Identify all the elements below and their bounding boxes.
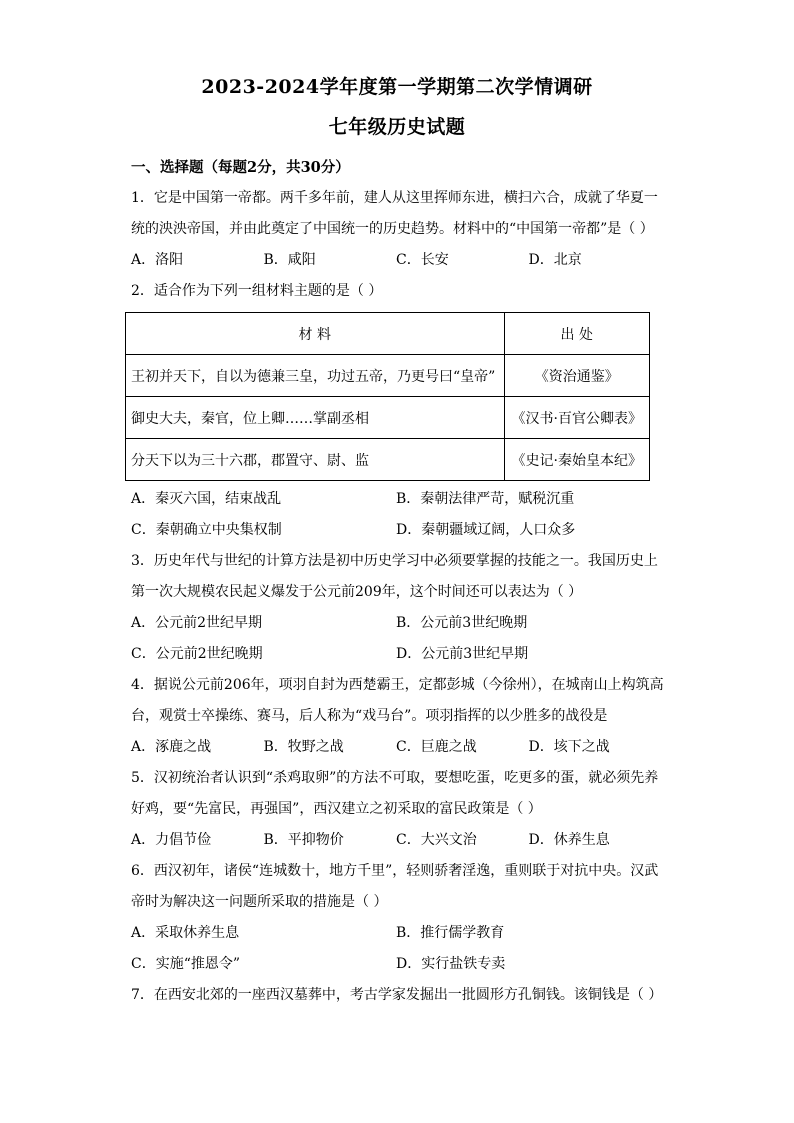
option-d[interactable]: D．实行盐铁专卖 bbox=[396, 956, 506, 972]
option-c[interactable]: C．公元前2世纪晚期 bbox=[131, 646, 263, 662]
table-header-material: 材 料 bbox=[126, 313, 505, 355]
table-row bbox=[126, 355, 650, 397]
question-7-line-1: 7．在西安北郊的一座西汉墓葬中，考古学家发掘出一批圆形方孔铜钱。该铜钱是（ ） bbox=[131, 987, 663, 1003]
question-6-line-2: 帝时为解决这一问题所采取的措施是（ ） bbox=[131, 894, 388, 910]
option-b[interactable]: B．秦朝法律严苛，赋税沉重 bbox=[396, 491, 575, 507]
option-c[interactable]: C．秦朝确立中央集权制 bbox=[131, 522, 282, 538]
option-b[interactable]: B．推行儒学教育 bbox=[396, 925, 505, 941]
option-b[interactable]: B．牧野之战 bbox=[263, 739, 344, 755]
question-6-options-row-2 bbox=[131, 949, 661, 980]
question-6-line-1: 6．西汉初年，诸侯“连城数十，地方千里”，轻则骄奢淫逸，重则联于对抗中央。汉武 bbox=[131, 863, 659, 879]
question-6-options-row-1 bbox=[131, 918, 661, 949]
option-b[interactable]: B．咸阳 bbox=[263, 252, 316, 268]
table-cell-source: 《史记·秦始皇本纪》 bbox=[504, 439, 649, 481]
question-4-options bbox=[131, 732, 661, 763]
question-5-options bbox=[131, 825, 661, 856]
question-4-line-2: 台，观赏士卒操练、赛马，后人称为“戏马台”。项羽指挥的以少胜多的战役是 bbox=[131, 708, 608, 724]
option-a[interactable]: A．力倡节俭 bbox=[131, 832, 212, 848]
question-2-stem: 2．适合作为下列一组材料主题的是（ ） bbox=[131, 283, 383, 299]
question-3-options-row-2 bbox=[131, 639, 661, 670]
exam-subtitle: 七年级历史试题 bbox=[328, 116, 466, 138]
question-5-line-1: 5．汉初统治者认识到“杀鸡取卵”的方法不可取，要想吃蛋，吃更多的蛋，就必须先养 bbox=[131, 770, 659, 786]
question-2-options-row-2 bbox=[131, 515, 661, 546]
option-d[interactable]: D．秦朝疆域辽阔，人口众多 bbox=[396, 522, 576, 538]
option-d[interactable]: D．休养生息 bbox=[528, 832, 610, 848]
option-b[interactable]: B．平抑物价 bbox=[263, 832, 344, 848]
option-a[interactable]: A．秦灭六国，结束战乱 bbox=[131, 491, 282, 507]
question-2-options-row-1 bbox=[131, 484, 661, 515]
question-1-options bbox=[131, 245, 661, 276]
option-b[interactable]: B．公元前3世纪晚期 bbox=[396, 615, 528, 631]
table-header-row bbox=[126, 313, 650, 355]
question-4-line-1: 4．据说公元前206年，项羽自封为西楚霸王，定都彭城（今徐州），在城南山上构筑高 bbox=[131, 677, 664, 693]
option-c[interactable]: C．大兴文治 bbox=[396, 832, 477, 848]
option-a[interactable]: A．涿鹿之战 bbox=[131, 739, 212, 755]
section-title: 一、选择题（每题2分，共30分） bbox=[131, 159, 350, 176]
option-a[interactable]: A．洛阳 bbox=[131, 252, 184, 268]
table-cell-source: 《资治通鉴》 bbox=[504, 355, 649, 397]
question-3-options-row-1 bbox=[131, 608, 661, 639]
question-3-line-1: 3．历史年代与世纪的计算方法是初中历史学习中必须要掌握的技能之一。我国历史上 bbox=[131, 553, 658, 569]
question-5-line-2: 好鸡，要“先富民，再强国”，西汉建立之初采取的富民政策是（ ） bbox=[131, 801, 542, 817]
table-header-source: 出 处 bbox=[504, 313, 649, 355]
exam-content bbox=[131, 152, 664, 1011]
option-d[interactable]: D．北京 bbox=[528, 252, 582, 268]
option-d[interactable]: D．公元前3世纪早期 bbox=[396, 646, 529, 662]
option-a[interactable]: A．采取休养生息 bbox=[131, 925, 240, 941]
question-3-line-2: 第一次大规模农民起义爆发于公元前209年，这个时间还可以表达为（ ） bbox=[131, 584, 583, 600]
material-table bbox=[125, 312, 650, 481]
table-cell-source: 《汉书·百官公卿表》 bbox=[504, 397, 649, 439]
option-c[interactable]: C．巨鹿之战 bbox=[396, 739, 477, 755]
table-row bbox=[126, 397, 650, 439]
table-row bbox=[126, 439, 650, 481]
option-a[interactable]: A．公元前2世纪早期 bbox=[131, 615, 263, 631]
table-cell-material: 分天下以为三十六郡，郡置守、尉、监 bbox=[126, 439, 505, 481]
option-d[interactable]: D．垓下之战 bbox=[528, 739, 610, 755]
option-c[interactable]: C．实施“推恩令” bbox=[131, 956, 241, 972]
table-cell-material: 御史大夫，秦官，位上卿……掌副丞相 bbox=[126, 397, 505, 439]
option-c[interactable]: C．长安 bbox=[396, 252, 449, 268]
question-1-line-2: 统的泱泱帝国，并由此奠定了中国统一的历史趋势。材料中的“中国第一帝都”是（ ） bbox=[131, 221, 654, 237]
exam-title: 2023-2024学年度第一学期第二次学情调研 bbox=[201, 76, 593, 98]
question-1-line-1: 1．它是中国第一帝都。两千多年前，建人从这里挥师东进，横扫六合，成就了华夏一 bbox=[131, 190, 658, 206]
table-cell-material: 王初并天下，自以为德兼三皇，功过五帝，乃更号曰“皇帝” bbox=[126, 355, 505, 397]
